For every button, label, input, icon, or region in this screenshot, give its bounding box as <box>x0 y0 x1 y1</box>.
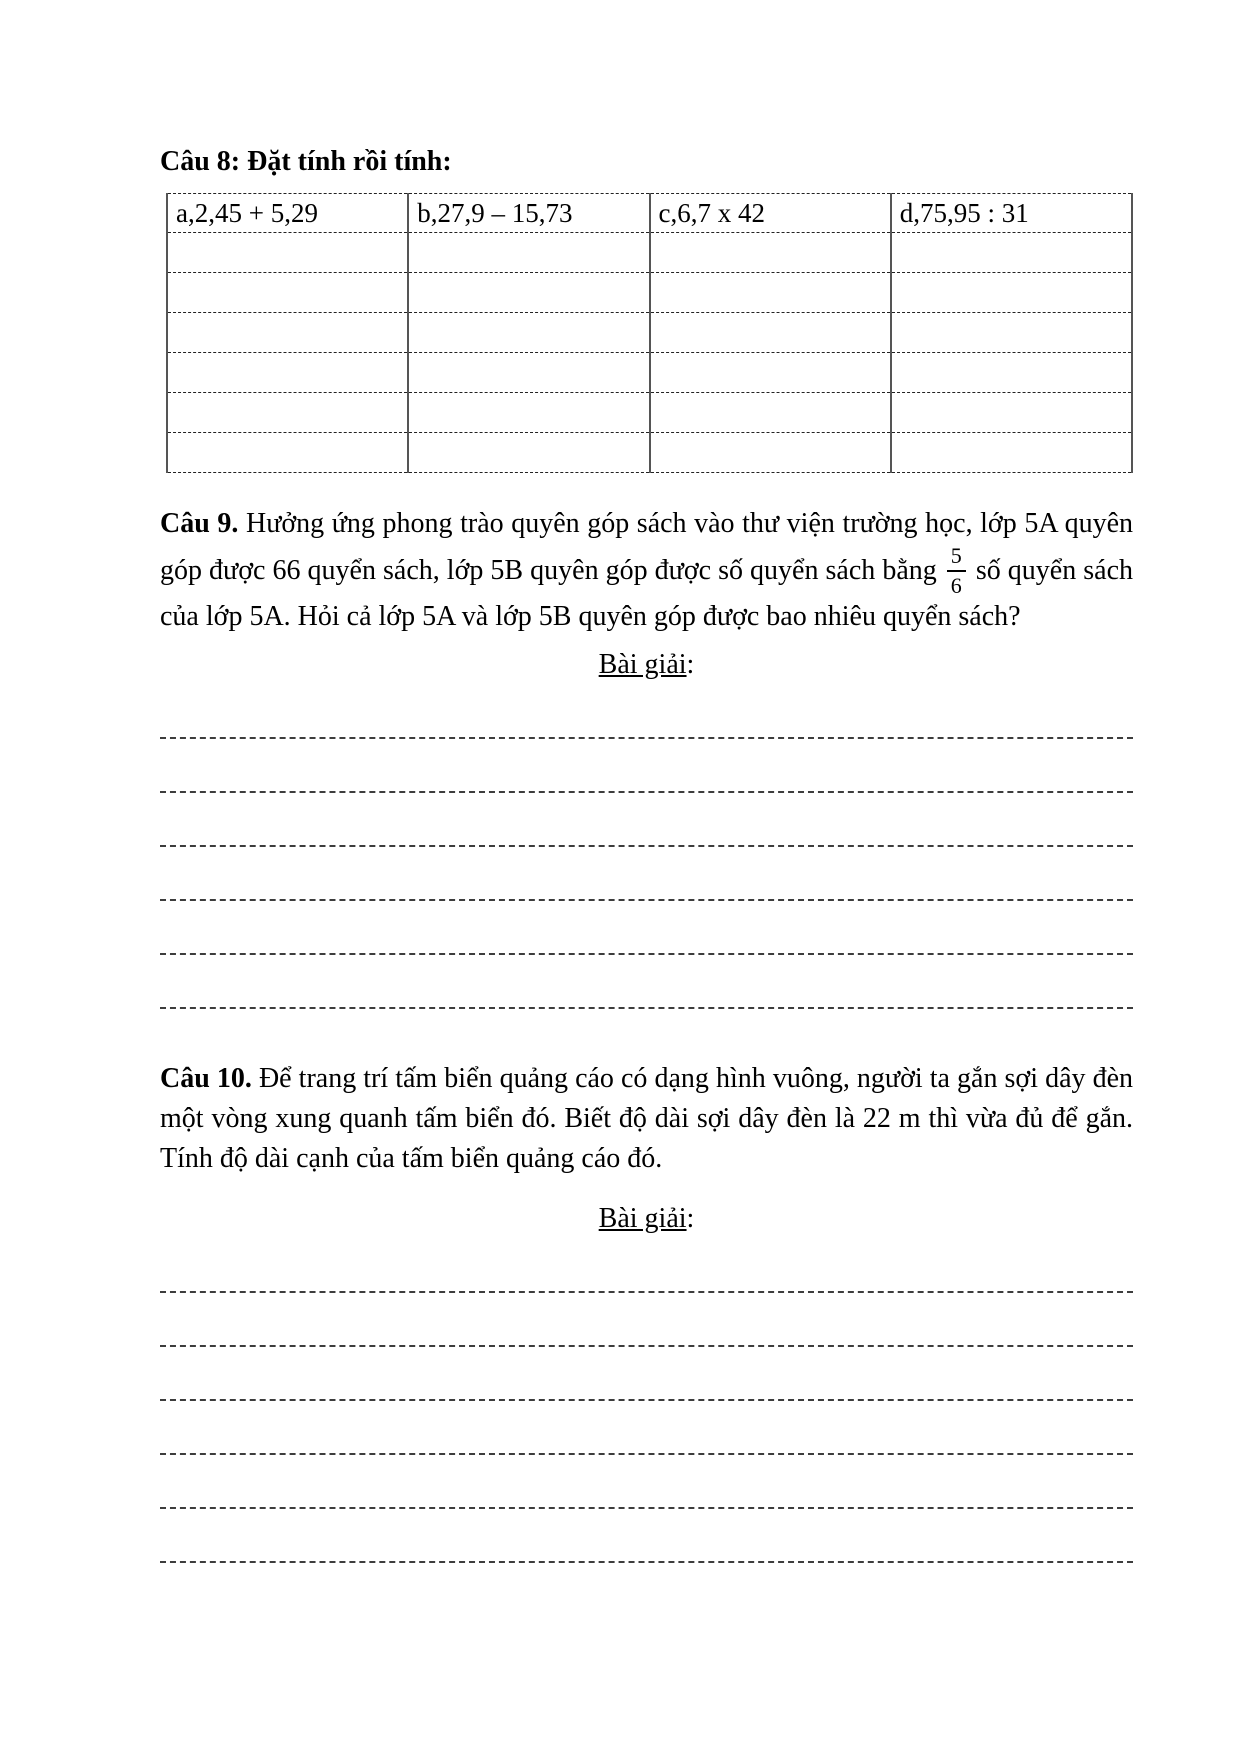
fraction-denominator: 6 <box>950 573 962 598</box>
answer-line <box>160 1347 1133 1401</box>
table-empty-cell <box>650 233 891 273</box>
table-empty-cell <box>167 353 408 393</box>
cau10-paragraph <box>160 1059 1133 1179</box>
table-empty-cell <box>650 393 891 433</box>
table-empty-cell <box>408 233 649 273</box>
table-empty-cell <box>650 273 891 313</box>
cau9-label: Câu 9. <box>160 508 239 539</box>
cau8-table <box>166 193 1133 473</box>
table-empty-cell <box>891 273 1132 313</box>
table-empty-cell <box>891 353 1132 393</box>
table-empty-row <box>167 273 1132 313</box>
table-empty-cell <box>167 273 408 313</box>
table-empty-cell <box>167 393 408 433</box>
answer-line <box>160 685 1133 739</box>
table-empty-cell <box>650 353 891 393</box>
table-empty-cell <box>167 233 408 273</box>
table-empty-row <box>167 433 1132 473</box>
answer-line <box>160 1239 1133 1293</box>
answer-line <box>160 1401 1133 1455</box>
table-empty-cell <box>408 273 649 313</box>
cau10-solution-label: Bài giải <box>598 1203 687 1234</box>
cau9-text-after-fraction: số quyển sách của lớp 5A. Hỏi cả lớp 5A và lớp 5B quyên góp được bao nhiêu quyển sách? <box>160 555 1134 632</box>
table-header-cell: b,27,9 – 15,73 <box>408 194 649 233</box>
cau10-text: Để trang trí tấm biển quảng cáo có dạng hình vuông, người ta gắn sợi dây đèn một vòng xung quanh tấm biển đó. Biết độ dài sợi dây đèn là 22 m thì vừa đủ để gắn. Tính độ dài cạnh của tấm biển quảng cáo đó. <box>160 1063 1134 1174</box>
cau9-solution-colon: : <box>686 649 695 680</box>
table-header-cell: d,75,95 : 31 <box>891 194 1132 233</box>
table-empty-row <box>167 393 1132 433</box>
fraction-numerator: 5 <box>947 544 966 572</box>
cau10-answer-lines <box>160 1239 1133 1563</box>
cau9-paragraph <box>160 504 1133 637</box>
fraction-five-sixths <box>947 544 966 597</box>
cau9-answer-lines <box>160 685 1133 1009</box>
table-empty-row <box>167 313 1132 353</box>
table-empty-cell <box>891 313 1132 353</box>
cau9-text-before-fraction: Hưởng ứng phong trào quyên góp sách vào thư viện trường học, lớp 5A quyên góp được 66 quyển sách, lớp 5B quyên góp được số quyển sách bằng <box>160 508 1133 586</box>
table-empty-row <box>167 233 1132 273</box>
table-empty-cell <box>650 313 891 353</box>
table-header-row <box>167 194 1132 233</box>
cau8-heading: Câu 8: Đặt tính rồi tính: <box>160 146 452 177</box>
cau10-solution-heading <box>160 1201 1133 1237</box>
table-empty-cell <box>167 313 408 353</box>
cau9-solution-heading <box>160 647 1133 683</box>
answer-line <box>160 1455 1133 1509</box>
answer-line <box>160 739 1133 793</box>
answer-line <box>160 847 1133 901</box>
table-empty-cell <box>408 353 649 393</box>
table-header-cell: c,6,7 x 42 <box>650 194 891 233</box>
answer-line <box>160 793 1133 847</box>
table-empty-cell <box>891 233 1132 273</box>
cau9-solution-label: Bài giải <box>598 649 687 680</box>
table-empty-row <box>167 353 1132 393</box>
worksheet-page <box>160 146 1133 1563</box>
cau10-solution-colon: : <box>686 1203 695 1234</box>
table-empty-cell <box>408 433 649 473</box>
table-empty-cell <box>408 393 649 433</box>
table-empty-cell <box>167 433 408 473</box>
answer-line <box>160 901 1133 955</box>
answer-line <box>160 955 1133 1009</box>
table-empty-cell <box>891 393 1132 433</box>
answer-line <box>160 1509 1133 1563</box>
table-empty-cell <box>891 433 1132 473</box>
table-empty-cell <box>408 313 649 353</box>
answer-line <box>160 1293 1133 1347</box>
table-empty-cell <box>650 433 891 473</box>
table-header-cell: a,2,45 + 5,29 <box>167 194 408 233</box>
cau10-label: Câu 10. <box>160 1063 252 1094</box>
